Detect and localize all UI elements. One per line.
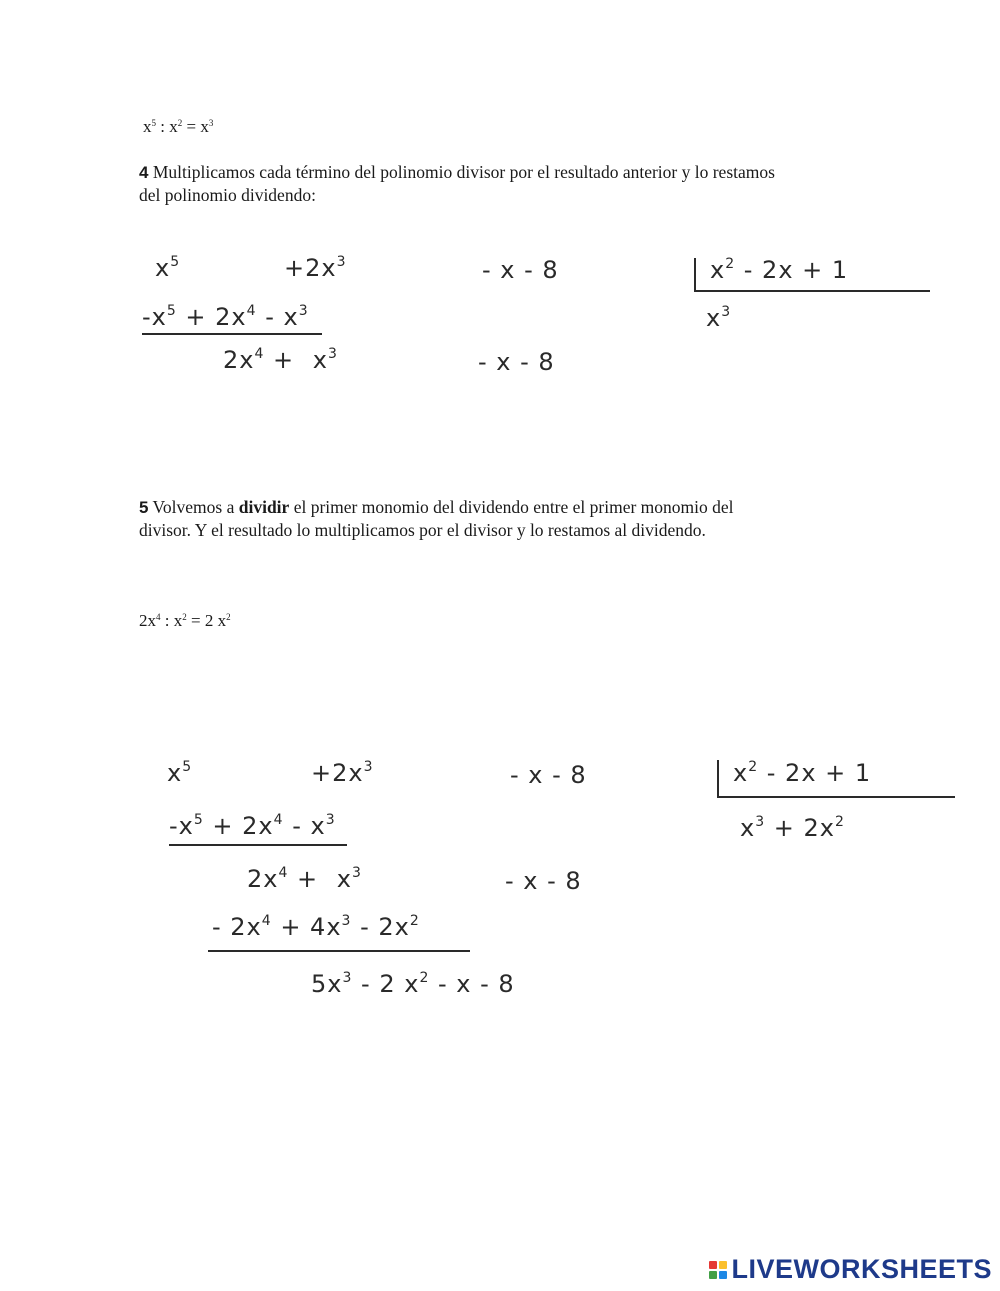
quotient: $x^3 + 2x^2$	[740, 814, 845, 842]
remainder-tail: - x - 8	[478, 348, 555, 376]
subtraction-row-2: - $2x^4 + 4x^3 - 2x^2$	[212, 913, 420, 941]
divisor: $x^2 - 2x + 1$	[733, 759, 872, 787]
liveworksheets-logo[interactable]	[709, 1254, 992, 1285]
step-number: 4	[139, 163, 149, 182]
subtraction-row: $-x^5 + 2x^4 - x^3$	[142, 303, 309, 331]
step-4-paragraph: 4 Multiplicamos cada término del polinomio divisor por el resultado anterior y lo restamos del polinomio dividendo:	[139, 162, 775, 205]
remainder-row-2: $5x^3 - 2$ $x^2$ - x - 8	[311, 970, 515, 998]
subtraction-line-1	[169, 844, 347, 846]
dividend-term-3: - x - 8	[510, 761, 587, 789]
logo-blocks-icon	[709, 1261, 727, 1279]
remainder-tail-1: - x - 8	[505, 867, 582, 895]
quotient: $x^3$	[706, 304, 732, 332]
dividend-term-1: $x^5$	[167, 759, 193, 787]
divisor-bracket-horizontal	[717, 796, 955, 798]
division-result-line: $x^5$ : $x^2 = x^3$	[143, 117, 214, 136]
remainder-row-1: $2x^4 + x^3$	[247, 865, 362, 893]
remainder-row: $2x^4 + x^3$	[223, 346, 338, 374]
step-5-paragraph: 5 Volvemos a dividir el primer monomio del dividendo entre el primer monomio del divisor. Y el resultado lo multiplicamos por el divisor y lo restamos al dividendo.	[139, 497, 734, 540]
division-result-line-2: $2x^4$ : $x^2 = 2$ $x^2$	[139, 611, 231, 630]
divisor-bracket-vertical	[717, 760, 719, 798]
subtraction-line-2	[208, 950, 470, 952]
dividend-term-1: $x^5$	[155, 254, 181, 282]
divisor-bracket-vertical	[694, 258, 696, 292]
step-number: 5	[139, 498, 149, 517]
subtraction-row-1: $-x^5 + 2x^4 - x^3$	[169, 812, 336, 840]
dividend-term-2: $+2x^3$	[284, 254, 347, 282]
subtraction-line	[142, 333, 322, 335]
divisor-bracket-horizontal	[694, 290, 930, 292]
dividend-term-3: - x - 8	[482, 256, 559, 284]
dividend-term-2: $+2x^3$	[311, 759, 374, 787]
logo-text: LIVEWORKSHEETS	[731, 1254, 992, 1284]
divisor: $x^2 - 2x + 1$	[710, 256, 849, 284]
